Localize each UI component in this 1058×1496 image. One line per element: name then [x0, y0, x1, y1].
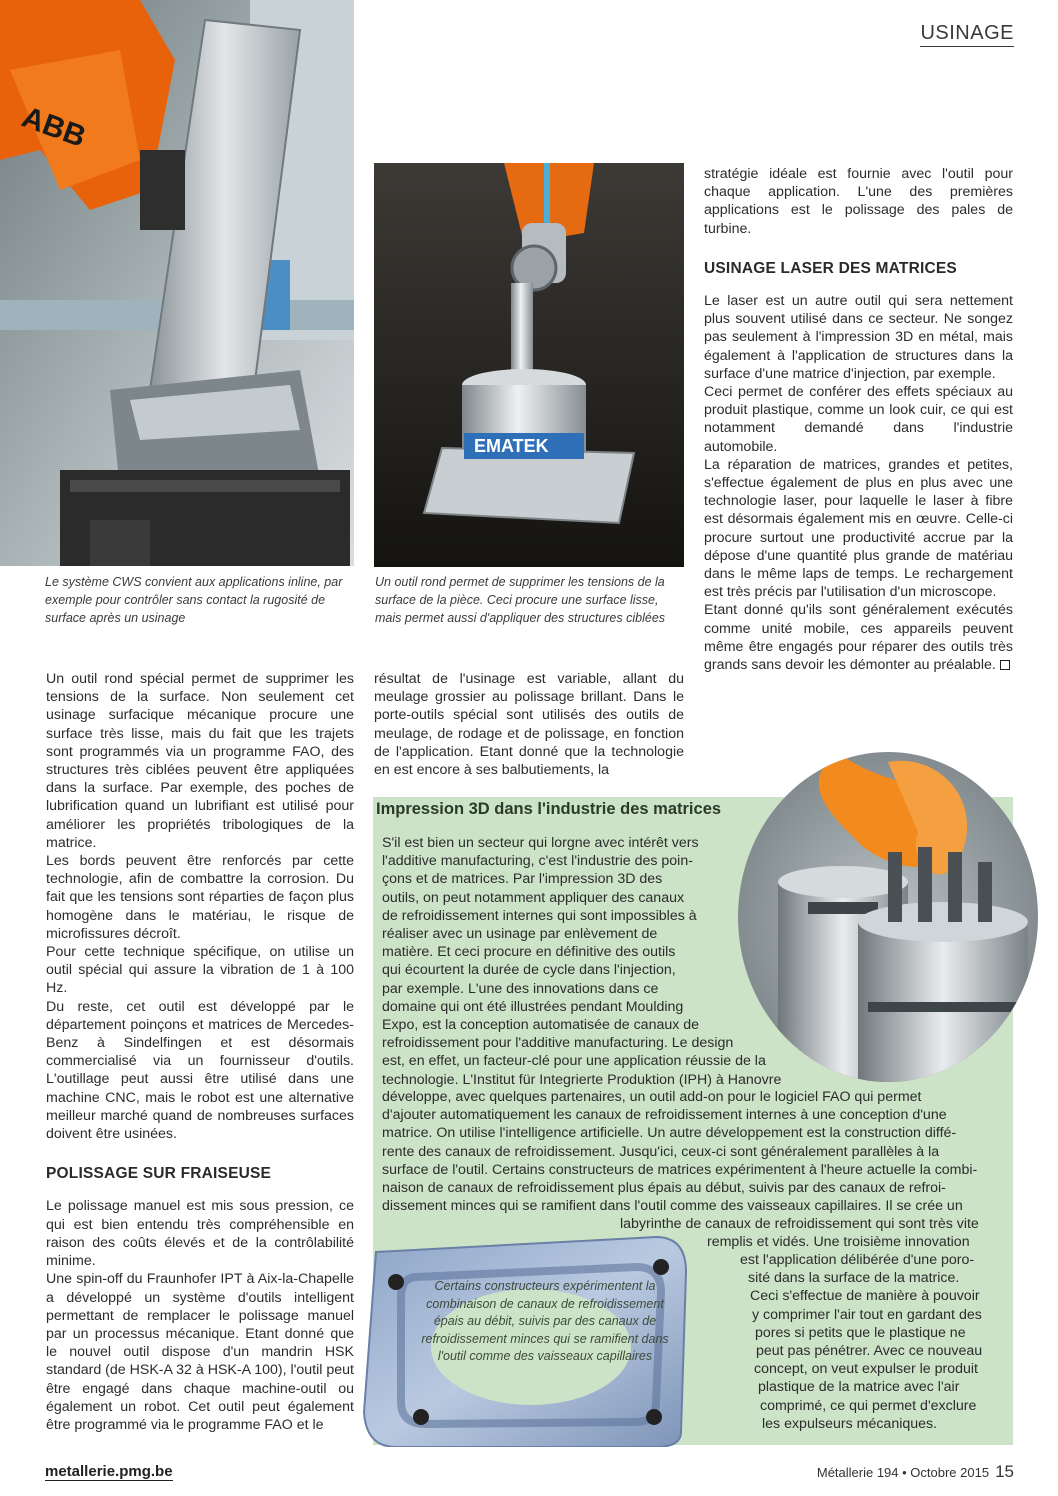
- figure-caption-1: Le système CWS convient aux applications inline, par exemple pour contrôler sans contact la rugosité de surface après un usinage: [45, 575, 343, 625]
- col3-paragraph: [704, 601, 1013, 674]
- footer-website[interactable]: metallerie.pmg.be: [45, 1463, 173, 1480]
- box-line: concept, on veut expulser le produit: [754, 1361, 978, 1378]
- col3-paragraph: La réparation de matrices, grandes et petites, s'effectue également de plus en plus avec une technologie laser, pour laquelle le laser à fibre est désormais également mis en œuvre. Celle-ci procure surtout une productivité accrue par la dépose d'une quantité plus grande de matériau dans le même laps de temps. Le rechargement est très précis par l'utilisation d'un microscope.: [704, 456, 1013, 601]
- box-line: domaine qui ont été illustrées pendant Moulding: [382, 998, 684, 1015]
- box-line: développe, avec quelques partenaires, un outil add-on pour le logiciel FAO qui permet: [382, 1089, 922, 1105]
- col1-paragraph: Un outil rond spécial permet de supprimer les tensions de la surface. Non seulement cet usinage surfacique mécanique procure une surface très lisse, mais du fait que les trajets sont programmés via un programme FAO, des structures très ciblées peuvent être appliquées dans la surface. Par exemple, des poches de lubrification quand un lubrifiant est utilisé pour améliorer les propriétés tribologiques de la matrice.: [46, 671, 354, 851]
- box-text-top: [382, 834, 782, 1089]
- box-line: qui écourtent la durée de cycle dans l'injection,: [382, 962, 676, 979]
- cws-robot-illustration: [0, 0, 354, 566]
- box-line: les expulseurs mécaniques.: [762, 1415, 938, 1432]
- footer-issue-text: Métallerie 194 • Octobre 2015: [816, 1465, 990, 1480]
- box-line: est l'application délibérée d'une poro-: [740, 1252, 975, 1268]
- col2-paragraph: résultat de l'usinage est variable, allant du meulage grossier au polissage brillant. Dans le porte-outils spécial sont utilisés des outils de meulage, de rodage et de polissage, en fonction de l'application. Etant donné que la technologie en est encore à ses balbutiements, la: [374, 671, 684, 779]
- box-line: naison de canaux de refroidissement plus épais au début, suivis par des canaux de refroi-: [382, 1180, 946, 1197]
- box-line: Expo, est la conception automatisée de canaux de: [382, 1017, 700, 1034]
- box-line: labyrinthe de canaux de refroidissement qui sont très vite: [620, 1216, 979, 1232]
- box-line: plastique de la matrice avec l'air: [758, 1379, 960, 1396]
- box-line: par exemple. L'une des innovations dans ce: [382, 980, 659, 997]
- box-line: remplis et vidés. Une troisième innovation: [707, 1234, 970, 1250]
- end-mark-icon: [1000, 660, 1010, 670]
- heading-polissage: POLISSAGE SUR FRAISEUSE: [46, 1165, 272, 1183]
- box-line: de refroidissement internes qui sont impossibles à: [382, 907, 697, 924]
- figure-caption-2: Un outil rond permet de supprimer les tensions de la surface de la pièce. Ceci procure une surface lisse, mais permet aussi d'appliquer des structures ciblées: [375, 575, 666, 625]
- page-number: 15: [995, 1462, 1014, 1481]
- box-text-right: [620, 1215, 1010, 1233]
- box-line: peut pas pénétrer. Avec ce nouveau: [756, 1343, 983, 1360]
- box-line: outils, on peut notamment appliquer des canaux: [382, 889, 685, 906]
- col1-paragraph: Pour cette technique spécifique, on utilise un outil spécial qui assure la vibration de 1 à 100 Hz.: [46, 944, 354, 997]
- box-line: surface de l'outil. Certains constructeurs de matrices expérimentent à l'heure actuelle la combi-: [382, 1161, 978, 1178]
- printed-parts-illustration: [738, 752, 1038, 1082]
- section-tag: USINAGE: [920, 22, 1014, 47]
- box-line: çons et de matrices. Par l'impression 3D des: [382, 871, 663, 888]
- box-line: d'ajouter automatiquement les canaux de refroidissement internes à une conception d'une: [382, 1107, 947, 1124]
- col3-last-paragraph: Etant donné qu'ils sont généralement exécutés comme unité mobile, ces appareils peuvent même être engagés pour réparer des outils très grands sans devoir les démonter au préalable.: [704, 602, 1013, 674]
- box-title: Impression 3D dans l'industrie des matrices: [376, 800, 722, 818]
- col3-paragraph: Le laser est un autre outil qui sera nettement plus souvent utilisé dans ce secteur. Ne songez pas seulement à l'impression 3D en métal, mais également à l'application de structures dans la surface d'une matrice d'injection, par exemple.: [704, 293, 1013, 382]
- plate-caption: Certains constructeurs expérimentent la combinaison de canaux de refroidissement épais au débit, suivis par des canaux de refroidissement minces qui se ramifient dans l'outil comme des vaisseaux capillaires: [421, 1279, 669, 1363]
- column-3: [704, 165, 1013, 674]
- box-line: pores si petits que le plastique ne: [755, 1324, 966, 1341]
- box-line: comprimé, ce qui permet d'exclure: [760, 1397, 977, 1414]
- round-tool-illustration: [374, 163, 684, 567]
- cws-robot-photo: [0, 0, 354, 566]
- heading-usinage-laser: USINAGE LASER DES MATRICES: [704, 259, 957, 277]
- box-line: y comprimer l'air tout en gardant des: [752, 1306, 982, 1323]
- box-line: est, en effet, un facteur-clé pour une application réussie de la: [382, 1053, 766, 1070]
- box-text-right-2: [707, 1233, 1007, 1251]
- col3-paragraph: Ceci permet de conférer des effets spéciaux au produit plastique, comme un look cuir, ce qui est notamment demandé dans l'industrie automobile.: [704, 384, 1013, 455]
- box-line: dissement minces qui se ramifient dans l'outil comme des vaisseaux capillaires. Il se crée un: [382, 1198, 963, 1215]
- col3-paragraph: stratégie idéale est fournie avec l'outil pour chaque application. L'une des premières applications est le polissage des pales de turbine.: [704, 166, 1013, 237]
- box-line: rente des canaux de refroidissement. Jusqu'ici, ceux-ci sont généralement parallèles à la: [382, 1143, 940, 1160]
- svg-text:ABB: ABB: [17, 100, 90, 154]
- column-1: [46, 670, 354, 1434]
- box-line: matrice. On utilise l'intelligence artificielle. Un autre développement est la construction diffé-: [382, 1125, 957, 1142]
- column-2: [374, 670, 684, 779]
- box-line: réaliser avec un usinage par enlèvement de: [382, 926, 658, 943]
- col1-paragraph: Du reste, cet outil est développé par le département poinçons et matrices de Mercedes-Benz à Sindelfingen et est désormais commercialisé via un fournisseur d'outils. L'outillage peut aussi être utilisé dans une machine CNC, mais le robot est une alternative meilleur marché quand de nombreuses surfaces doivent être usinées.: [46, 998, 354, 1143]
- footer-issue: [817, 1462, 1014, 1482]
- box-text-middle: [382, 1088, 1007, 1215]
- col1-paragraph: Une spin-off du Fraunhofer IPT à Aix-la-Chapelle a développé un système d'outils intelligent permettant de remplacer le polissage manuel par un processus mécanique. Etant donné que le nouvel outil dispose d'un mandrin HSK standard (de HSK-A 32 à HSK-A 100), l'outil peut être engagé dans chaque machine-outil ou également un robot. Cet outil peut également être programmé via le programme FAO et le: [46, 1271, 354, 1433]
- box-line: matière. Et ceci procure en définitive des outils: [382, 944, 676, 961]
- tool-logo-text: EMATEK: [474, 436, 549, 456]
- box-line: refroidissement pour l'additive manufacturing. Le design: [382, 1035, 734, 1052]
- box-line: sité dans la surface de la matrice.: [748, 1270, 960, 1287]
- box-text-right-3: [740, 1251, 1010, 1433]
- box-line: technologie. L'Institut für Integrierte Produktion (IPH) à Hanovre: [382, 1071, 782, 1088]
- box-line: Ceci s'effectue de manière à pouvoir: [750, 1288, 980, 1305]
- printed-parts-photo: [738, 752, 1038, 1082]
- col1-paragraph: Le polissage manuel est mis sous pression, ce qui est bien entendu très compréhensible en raison des coûts élevés et de la contrôlabilité minime.: [46, 1198, 354, 1270]
- box-line: l'additive manufacturing, c'est l'industrie des poin-: [382, 853, 693, 870]
- box-line: S'il est bien un secteur qui lorgne avec intérêt vers: [382, 835, 699, 851]
- col1-paragraph: Les bords peuvent être renforcés par cette technologie, afin de combattre la corrosion. Du fait que les tensions sont réparties de façon plus homogène dans le matériau, le risque de microfissures décroît.: [46, 853, 354, 942]
- round-tool-photo: [374, 163, 684, 567]
